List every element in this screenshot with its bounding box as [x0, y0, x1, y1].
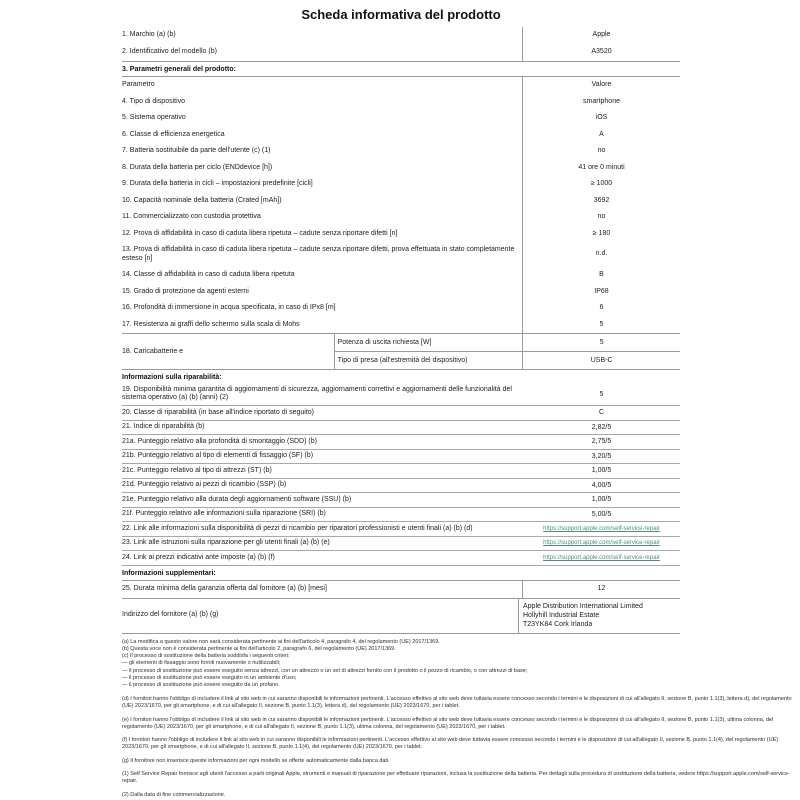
- table-row: [122, 300, 680, 317]
- table-row: [122, 421, 680, 436]
- row-label: 10. Capacità nominale della batteria (Crated [mAh]): [122, 196, 282, 204]
- row-value: 5: [522, 317, 680, 334]
- row-label: 1. Marchio (a) (b): [122, 31, 176, 39]
- table-row: [122, 508, 680, 523]
- section-header-repair: Informazioni sulla riparabilità:: [122, 374, 222, 381]
- charger-sub-label: Potenza di uscita richiesta [W]: [337, 339, 432, 346]
- row-label: 15. Grado di protezione da agenti esterni: [122, 287, 249, 295]
- row-label: 13. Prova di affidabilità in caso di caduta libera ripetuta – cadute senza riportare difetti, prova effettuata in stato completamente esteso [n]: [122, 246, 515, 262]
- table-row: [122, 493, 680, 508]
- row-label: 9. Durata della batteria in cicli – impostazioni predefinite [cicli]: [122, 180, 313, 187]
- row-value: 5: [599, 390, 604, 398]
- row-value: 2,82/5: [591, 423, 612, 431]
- table-row: [122, 267, 680, 284]
- row-label: 16. Profondità di immersione in acqua specificata, in caso di IPx8 [m]: [122, 304, 336, 311]
- table-row: [122, 537, 680, 552]
- footnote-bullet: — gli elementi di fissaggio sono forniti nuovamente o riutilizzabili;: [122, 660, 281, 667]
- row-value: C: [598, 409, 605, 417]
- spare-parts-link[interactable]: https://support.apple.com/self-service-repair: [543, 525, 660, 532]
- table-row: [122, 522, 680, 537]
- footnote-bullet: — il processo di sostituzione può essere eseguito in un ambiente d'uso;: [122, 674, 297, 681]
- row-label: 21d. Punteggio relativo ai pezzi di ricambio (SSP) (b): [122, 481, 287, 488]
- section-header-supplementary: Informazioni supplementari:: [122, 566, 680, 581]
- row-label: 22. Link alle informazioni sulla disponibilità di pezzi di ricambio per riparatori professionisti e utenti finali (a) (b) (d): [122, 524, 473, 532]
- row-value: 4,00/5: [591, 481, 612, 489]
- row-value: Apple: [522, 27, 680, 44]
- row-label: 18. Caricabatterie e: [122, 348, 184, 355]
- row-value: no: [522, 143, 680, 160]
- row-label: 21c. Punteggio relativo al tipo di attrezzi (ST) (b): [122, 466, 272, 474]
- row-label: 25. Durata minima della garanzia offerta dal fornitore (a) (b) [mesi]: [122, 584, 327, 592]
- row-value: iOS: [522, 110, 680, 127]
- charger-sub-value: 5: [599, 339, 604, 346]
- table-row: [122, 160, 680, 177]
- footnote: (a) La modifica a questo valore non sarà considerata pertinente ai fini dell'articolo 4, paragrafo 4, del regolamento (UE) 2017/1369.: [122, 638, 440, 645]
- table-row: [122, 226, 680, 243]
- row-label: 14. Classe di affidabilità in caso di caduta libera ripetuta: [122, 271, 295, 278]
- row-value: 6: [522, 300, 680, 317]
- row-label: 17. Resistenza ai graffi dello schermo sulla scala di Mohs: [122, 320, 300, 328]
- row-value: 1,00/5: [591, 467, 612, 475]
- charger-sub-values: [522, 334, 680, 369]
- table-row: [122, 479, 680, 494]
- table-row: [122, 317, 680, 334]
- table-row: [122, 242, 680, 267]
- table-row: [122, 551, 680, 566]
- row-value: B: [522, 267, 680, 284]
- row-value: ≥ 1000: [522, 176, 680, 193]
- row-value: A3520: [522, 44, 680, 61]
- table-row: [122, 110, 680, 127]
- row-label: 19. Disponibilità minima garantita di aggiornamenti di sicurezza, aggiornamenti correttivi e aggiornamenti delle funzionalità del sistema operativo (a) (b) (anni) (2): [122, 385, 512, 401]
- row-label: Indirizzo del fornitore (a) (b) (g): [122, 611, 219, 619]
- footnote-bullet: — il processo di sostituzione può essere eseguito senza attrezzi, con un attrezzo o un set di attrezzi fornito con il prodotto o il pezzo di ricambio, o con attrezzi di base;: [122, 667, 528, 674]
- row-label: 12. Prova di affidabilità in caso di caduta libera ripetuta – cadute senza riportare difetti [n]: [122, 229, 398, 237]
- row-label: 4. Tipo di dispositivo: [122, 97, 186, 105]
- column-header-value: Valore: [522, 77, 680, 94]
- footnote: (c) Il processo di sostituzione della batteria soddisfa i seguenti criteri:: [122, 653, 290, 660]
- row-label: 6. Classe di efficienza energetica: [122, 130, 225, 138]
- row-value: A: [522, 127, 680, 144]
- table-row: [122, 383, 680, 406]
- table-row: [122, 284, 680, 301]
- row-label: 21. Indice di riparabilità (b): [122, 423, 205, 430]
- table-row: [122, 143, 680, 160]
- row-value: 41 ore 0 minuti: [522, 160, 680, 177]
- footnote-paragraph: (1) Self Service Repair fornisce agli utenti l'accesso a parti originali Apple, strumenti e manuali di riparazione per effettuare riparazioni, inclusa la sostituzione della batteria. Per dettagli sulla procedura di sostituzione della batteria, vedere https://support.apple.com/self-service-repair.: [122, 771, 790, 785]
- charger-sub-value: USB-C: [523, 351, 680, 369]
- supplier-address: [518, 599, 680, 633]
- table-row: [122, 435, 680, 450]
- row-value: IP68: [522, 284, 680, 301]
- footnote-paragraph: (2) Dalla data di fine commercializzazione.: [122, 791, 226, 798]
- row-label: 21b. Punteggio relativo al tipo di elementi di fissaggio (SF) (b): [122, 452, 314, 459]
- row-label: 2. Identificativo del modello (b): [122, 48, 217, 56]
- table-row: [122, 127, 680, 144]
- row-label: 11. Commercializzato con custodia protettiva: [122, 213, 261, 220]
- row-label: 21e. Punteggio relativo alla durata degli aggiornamenti software (SSU) (b): [122, 495, 352, 503]
- column-header-row: [122, 77, 680, 94]
- table-row: [122, 94, 680, 111]
- supplier-address-row: [122, 599, 680, 634]
- row-label: 21a. Punteggio relativo alla profondità di smontaggio (SDD) (b): [122, 437, 317, 445]
- table-row: [122, 406, 680, 421]
- table-row: [122, 44, 680, 62]
- row-value: ≥ 180: [522, 226, 680, 243]
- footnote-paragraph: (e) I fornitori hanno l'obbligo di includere il link al sito web in cui saranno disponibili le informazioni pertinenti. L'accesso effettivo al sito web deve tuttavia essere concesso secondo i termini e le disposizioni di cui all'allegato II, sezione B, punto 1.1(3), ultima colonna, del regolamento (UE) 2023/1670, per gli smartphone, e di cui all'allegato II, sezione B, punto 1.1(3), ultima colonna, del regolamento (UE) 2023/1670, per i tablet.: [122, 716, 774, 730]
- table-row: [122, 176, 680, 193]
- footnote: (b) Questa voce non è considerata pertinente ai fini dell'articolo 2, paragrafo 6, del regolamento (UE) 2017/1369.: [122, 645, 396, 652]
- row-label: 5. Sistema operativo: [122, 114, 186, 121]
- row-value: 1,00/5: [591, 496, 612, 504]
- row-label: 7. Batteria sostituibile da parte dell'utente (c) (1): [122, 147, 271, 154]
- footnotes: [122, 639, 794, 799]
- row-value: 5,00/5: [591, 510, 612, 518]
- row-label: 8. Durata della batteria per ciclo (ENDdevice [h]): [122, 163, 273, 171]
- row-label: 24. Link ai prezzi indicativi ante imposte (a) (b) (f): [122, 553, 275, 561]
- table-row: [122, 581, 680, 599]
- address-line: Hollyhill Industrial Estate: [523, 612, 600, 619]
- row-label: 21f. Punteggio relativo alle informazioni sulla riparazione (SRI) (b): [122, 510, 326, 517]
- charger-sub-label: Tipo di presa (all'estremità del dispositivo): [335, 351, 523, 369]
- table-row: [122, 209, 680, 226]
- address-line: T23YK84 Cork Irlanda: [523, 621, 593, 628]
- row-value: 2,75/5: [591, 438, 612, 446]
- row-value: n.d.: [522, 242, 680, 267]
- repair-instructions-link[interactable]: https://support.apple.com/self-service-repair: [543, 540, 660, 547]
- indicative-prices-link[interactable]: https://support.apple.com/self-service-repair: [543, 554, 660, 561]
- table-row: [122, 27, 680, 44]
- row-label: 20. Classe di riparabilità (in base all'indice riportato di seguito): [122, 408, 314, 416]
- footnote-paragraph: (d) I fornitori hanno l'obbligo di includere il link al sito web in cui saranno disponibili le informazioni pertinenti. L'accesso effettivo al sito web deve tuttavia essere concesso secondo i termini e le disposizioni di cui all'allegato II, sezione B, punto 1.1(3), lettera d), del regolamento (UE) 2023/1670, per gli smartphone, e di cui all'allegato II, sezione B, punto 1.1(3), lettera d), del regolamento (UE) 2023/1670, per i tablet.: [122, 696, 792, 710]
- address-line: Apple Distribution International Limited: [523, 603, 643, 610]
- footnote-paragraph: (g) Il fornitore non inserisce queste informazioni per ogni modello se offerte automaticamente dalla banca dati.: [122, 757, 390, 764]
- row-value: no: [522, 209, 680, 226]
- page-title: Scheda informativa del prodotto: [301, 7, 501, 22]
- row-value: 3,20/5: [591, 452, 612, 460]
- product-fiche: [122, 0, 680, 634]
- table-row: [122, 450, 680, 465]
- row-value: 3692: [522, 193, 680, 210]
- row-value: 12: [522, 581, 680, 598]
- table-row: [122, 193, 680, 210]
- charger-row: [122, 333, 680, 370]
- footnote-bullet: — il processo di sostituzione può essere eseguito da un profano.: [122, 682, 280, 689]
- table-row: [122, 464, 680, 479]
- row-label: 23. Link alle istruzioni sulla riparazione per gli utenti finali (a) (b) (e): [122, 539, 330, 546]
- row-value: smartphone: [522, 94, 680, 111]
- section-header-general: 3. Parametri generali del prodotto:: [122, 62, 680, 77]
- column-header-param: Parametro: [122, 81, 155, 88]
- charger-sub-labels: [334, 334, 523, 369]
- footnote-paragraph: (f) I fornitori hanno l'obbligo di includere il link al sito web in cui saranno disponibili le informazioni pertinenti. L'accesso effettivo al sito web deve tuttavia essere concesso secondo i termini e le disposizioni di cui all'allegato II, sezione B, punto 1.1(4), del regolamento (UE) 2023/1670, per gli smartphone, e di cui all'allegato II, sezione B, punto 1.1(4), del regolamento (UE) 2023/1670, per i tablet.: [122, 737, 779, 751]
